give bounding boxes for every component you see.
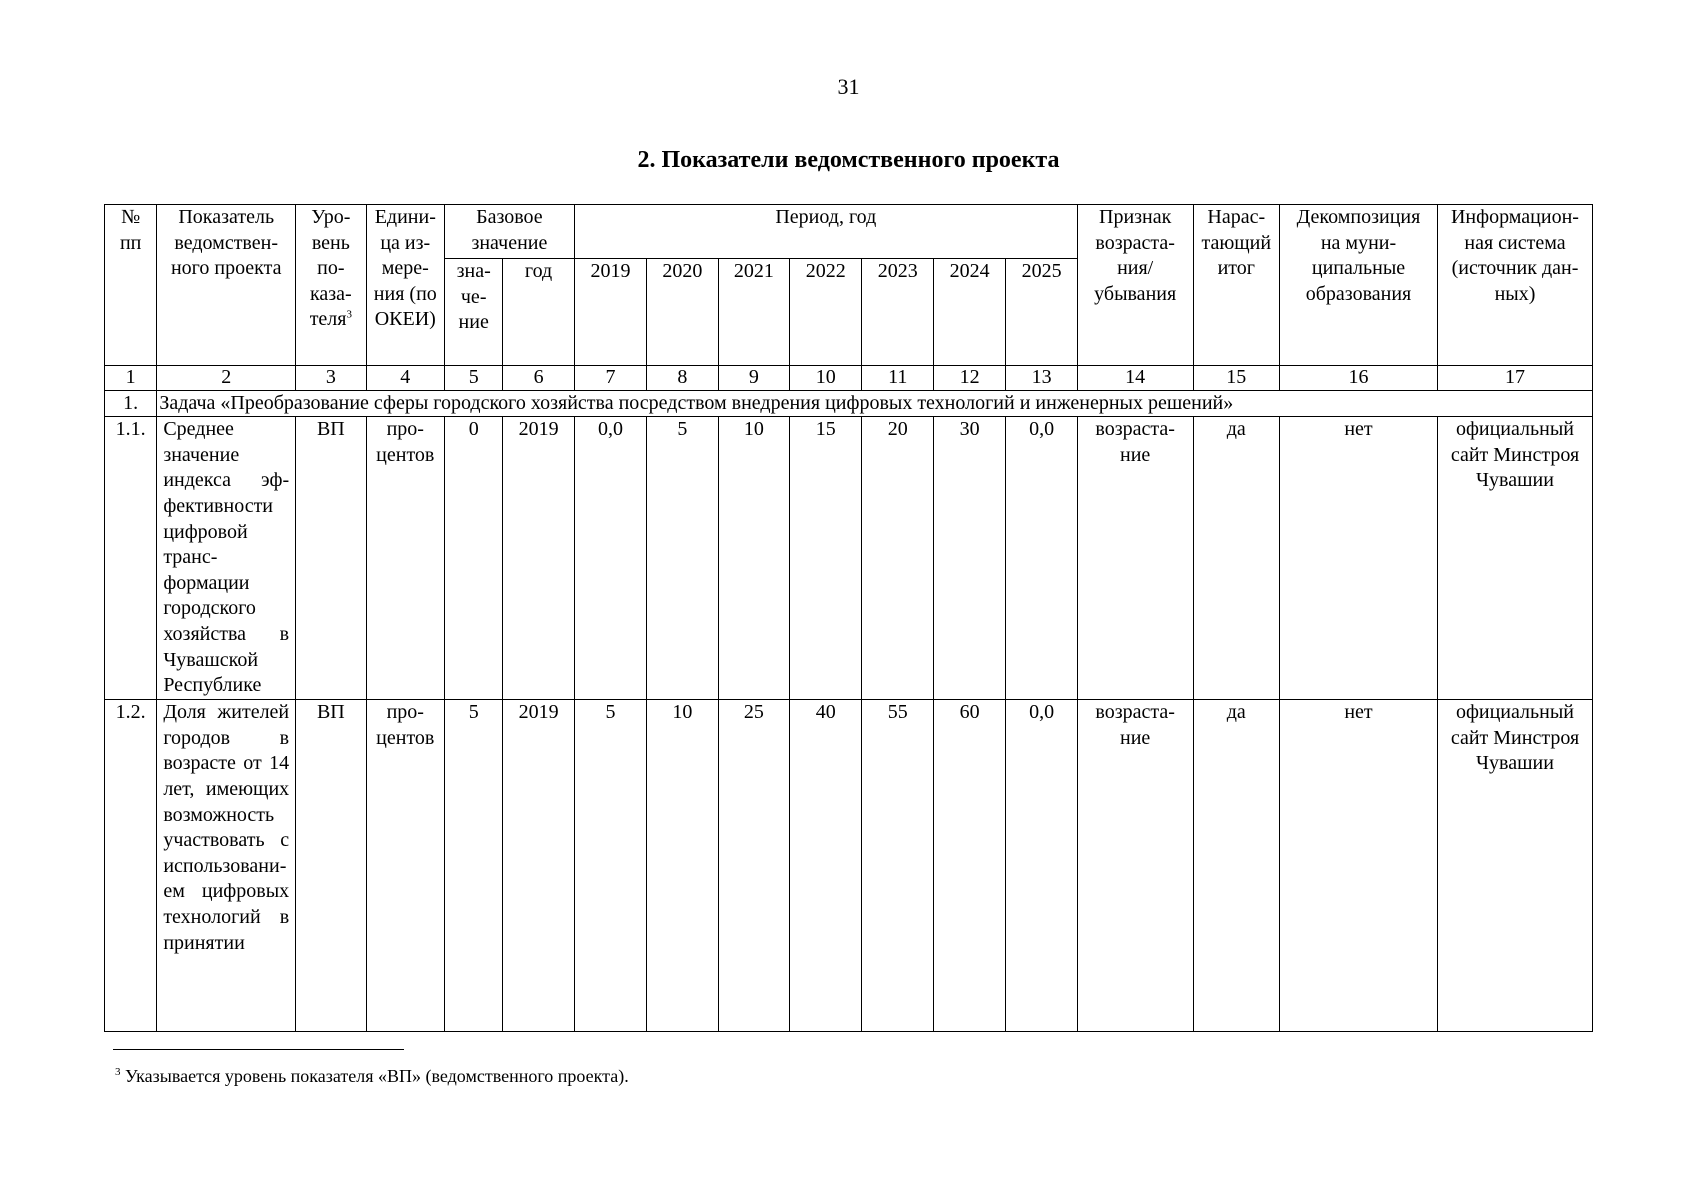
- column-number: 5: [445, 366, 503, 391]
- row-num: 1.2.: [105, 700, 157, 1032]
- row-info-system: официальный сайт Минстроя Чувашии: [1437, 700, 1592, 1032]
- footnote-separator: [113, 1049, 404, 1050]
- indicators-table: [104, 204, 1593, 1032]
- row-year-value: 15: [790, 417, 862, 700]
- row-cumulative: да: [1193, 700, 1280, 1032]
- row-decomposition: нет: [1280, 700, 1438, 1032]
- header-year: 2023: [862, 259, 933, 366]
- column-number: 3: [296, 366, 366, 391]
- footnote-reference: 3: [346, 308, 352, 321]
- row-year-value: 10: [718, 417, 789, 700]
- column-number: 16: [1280, 366, 1438, 391]
- task-num: 1.: [105, 391, 157, 417]
- column-number: 15: [1193, 366, 1280, 391]
- row-year-value: 25: [718, 700, 789, 1032]
- header-cumulative: Нарастающий итог: [1193, 205, 1280, 366]
- header-num: № пп: [105, 205, 157, 366]
- row-level: ВП: [296, 417, 366, 700]
- header-base-value: значение: [445, 259, 503, 366]
- header-row: [105, 205, 1593, 259]
- column-number: 11: [862, 366, 933, 391]
- header-decomposition: Декомпозиция на муниципальные образования: [1280, 205, 1438, 366]
- row-level: ВП: [296, 700, 366, 1032]
- row-base-value: 5: [445, 700, 503, 1032]
- column-number: 2: [157, 366, 296, 391]
- column-number: 9: [718, 366, 789, 391]
- table-row: [105, 700, 1593, 1032]
- row-unit: процентов: [366, 417, 444, 700]
- column-number: 10: [790, 366, 862, 391]
- row-indicator: Среднее значение индекса эффективности цифровой трансформации городского хозяйства в Чувашской Республике: [157, 417, 296, 700]
- column-number: 8: [647, 366, 718, 391]
- row-decomposition: нет: [1280, 417, 1438, 700]
- row-year-value: 55: [862, 700, 933, 1032]
- column-number: 7: [574, 366, 646, 391]
- header-base: Базовое значение: [445, 205, 575, 259]
- header-year: 2024: [933, 259, 1005, 366]
- row-cumulative: да: [1193, 417, 1280, 700]
- row-year-value: 5: [647, 417, 718, 700]
- header-trend: Признак возрастания/ убывания: [1077, 205, 1193, 366]
- header-year: 2019: [574, 259, 646, 366]
- row-year-value: 40: [790, 700, 862, 1032]
- header-year: 2025: [1006, 259, 1078, 366]
- header-base-year: год: [503, 259, 574, 366]
- header-year: 2020: [647, 259, 718, 366]
- footnote-text: Указывается уровень показателя «ВП» (ведомственного проекта).: [125, 1066, 629, 1086]
- table-row: [105, 417, 1593, 700]
- task-text: Задача «Преобразование сферы городского хозяйства посредством внедрения цифровых технологий и инженерных решений»: [157, 391, 1593, 417]
- column-number: 17: [1437, 366, 1592, 391]
- header-year: 2021: [718, 259, 789, 366]
- column-number: 1: [105, 366, 157, 391]
- page-title: 2. Показатели ведомственного проекта: [637, 147, 1060, 173]
- column-number-row: [105, 366, 1593, 391]
- row-year-value: 20: [862, 417, 933, 700]
- row-indicator: Доля жителей городов в возрасте от 14 лет, имеющих возможность участвовать с использованием цифровых технологий в принятии: [157, 700, 296, 1032]
- header-unit: Единица измерения (по ОКЕИ): [366, 205, 444, 366]
- row-trend: возрастание: [1077, 417, 1193, 700]
- column-number: 13: [1006, 366, 1078, 391]
- row-base-value: 0: [445, 417, 503, 700]
- row-base-year: 2019: [503, 700, 574, 1032]
- row-info-system: официальный сайт Минстроя Чувашии: [1437, 417, 1592, 700]
- header-period: Период, год: [574, 205, 1077, 259]
- row-year-value: 0,0: [1006, 700, 1078, 1032]
- row-year-value: 30: [933, 417, 1005, 700]
- row-base-year: 2019: [503, 417, 574, 700]
- footnote-mark: 3: [115, 1066, 121, 1078]
- row-trend: возрастание: [1077, 700, 1193, 1032]
- row-year-value: 10: [647, 700, 718, 1032]
- header-info-system: Информационная система (источник данных): [1437, 205, 1592, 366]
- column-number: 12: [933, 366, 1005, 391]
- header-year: 2022: [790, 259, 862, 366]
- task-row: [105, 391, 1593, 417]
- row-year-value: 0,0: [574, 417, 646, 700]
- page-number: 31: [837, 74, 860, 99]
- header-indicator: Показатель ведомственного проекта: [157, 205, 296, 366]
- column-number: 14: [1077, 366, 1193, 391]
- row-year-value: 0,0: [1006, 417, 1078, 700]
- column-number: 6: [503, 366, 574, 391]
- row-num: 1.1.: [105, 417, 157, 700]
- row-year-value: 60: [933, 700, 1005, 1032]
- header-level: [296, 205, 366, 366]
- row-year-value: 5: [574, 700, 646, 1032]
- footnote: [115, 1066, 629, 1087]
- row-unit: процентов: [366, 700, 444, 1032]
- column-number: 4: [366, 366, 444, 391]
- header-level-text: Уровень показателя: [309, 206, 352, 331]
